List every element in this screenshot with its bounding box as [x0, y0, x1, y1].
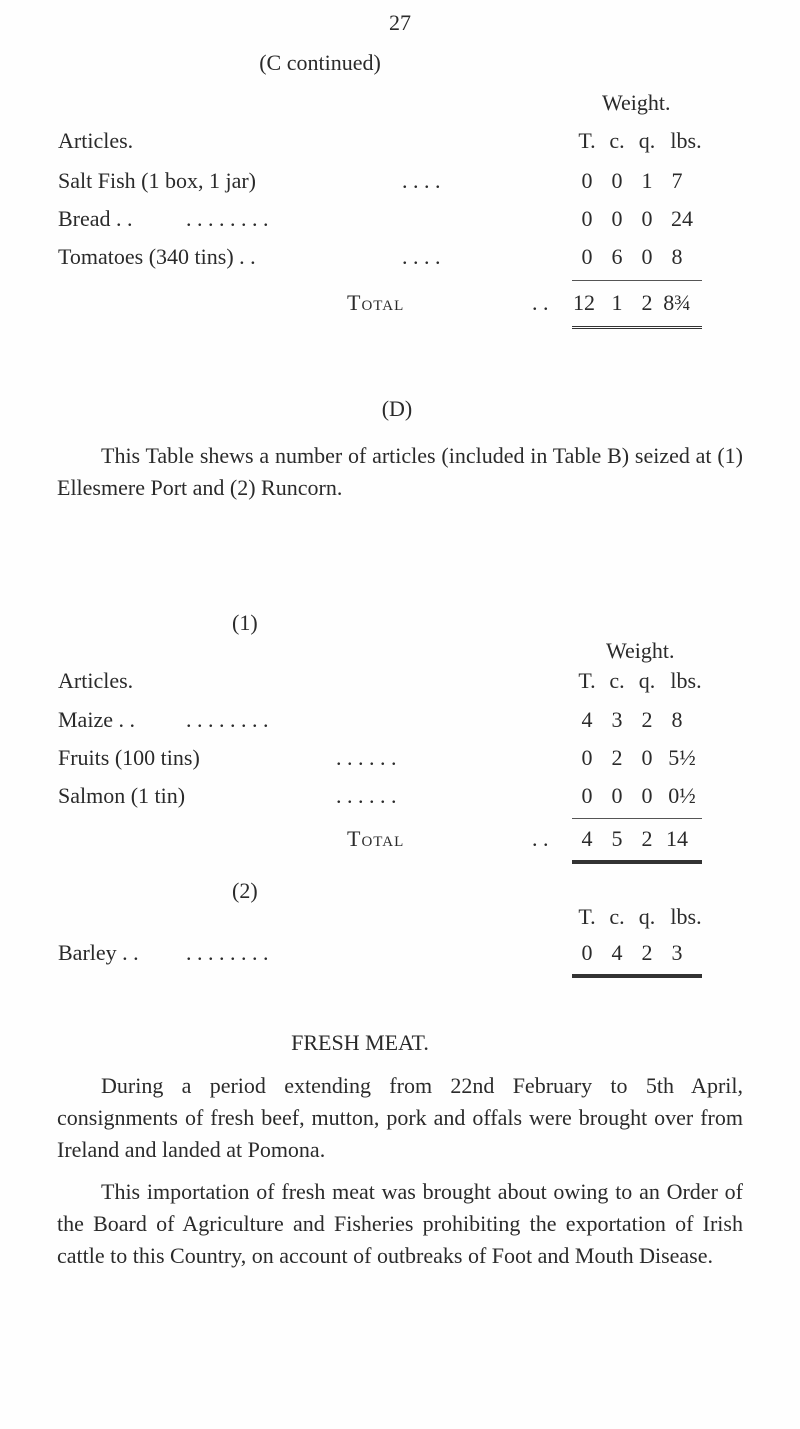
- table-d1-cell: 3: [611, 707, 623, 732]
- table-c-row-label: Salt Fish (1 box, 1 jar): [58, 168, 256, 193]
- table-c-total-cell: 1: [611, 290, 623, 315]
- table-d1-total-rule: [572, 818, 702, 819]
- table-d1-heading: (1): [232, 610, 258, 635]
- fresh-meat-paragraph-1: During a period extending from 22nd February to 5th April, consignments of fresh beef, mutton, pork and offals were brought over from Ireland and landed at Pomona.: [57, 1073, 743, 1162]
- table-d1-cell: 2: [641, 707, 653, 732]
- table-d1-cell: 0: [581, 783, 593, 808]
- table-c-cell: 8: [671, 244, 683, 269]
- table-c-total-label: Total: [347, 290, 405, 315]
- table-c-cell: 0: [611, 168, 623, 193]
- table-d2-unit-q: q.: [638, 904, 656, 929]
- table-c-cell: 6: [611, 244, 623, 269]
- table-c-total-cell: 8¾: [663, 290, 691, 315]
- table-d1-unit-t: T.: [578, 668, 596, 693]
- table-c-unit-q: q.: [638, 128, 656, 153]
- table-d2-cell: 2: [641, 940, 653, 965]
- table-c-cell: 0: [581, 168, 593, 193]
- table-d1-cell: 4: [581, 707, 593, 732]
- table-d1-unit-q: q.: [638, 668, 656, 693]
- fresh-meat-heading: FRESH MEAT.: [291, 1030, 429, 1055]
- table-c-cell: 0: [641, 244, 653, 269]
- table-c-articles-label: Articles.: [58, 128, 134, 153]
- table-d1-cell: 0: [641, 745, 653, 770]
- table-c-cell: 1: [641, 168, 653, 193]
- table-d2-cell: 3: [671, 940, 683, 965]
- table-d1-cell: 0: [611, 783, 623, 808]
- table-d1-unit-lbs: lbs.: [670, 668, 702, 693]
- table-d1-total-leaders: . .: [532, 826, 549, 851]
- table-c-heading: (C continued): [259, 50, 381, 75]
- table-d1-row-leaders: . . . . . .: [336, 745, 397, 770]
- table-c-total-cell: 12: [573, 290, 595, 315]
- table-d1-total-label: Total: [347, 826, 405, 851]
- table-d1-cell: 5½: [668, 745, 696, 770]
- table-d1-cell: 0: [641, 783, 653, 808]
- table-d2-row-label: Barley . .: [58, 940, 139, 965]
- table-d2-heading: (2): [232, 878, 258, 903]
- table-d1-cell: 0: [581, 745, 593, 770]
- table-c-unit-lbs: lbs.: [670, 128, 702, 153]
- table-c-cell: 7: [671, 168, 683, 193]
- page-number: 27: [389, 10, 411, 35]
- table-c-unit-t: T.: [578, 128, 596, 153]
- table-c-cell: 24: [671, 206, 693, 231]
- table-d1-row-leaders: . . . . . .: [336, 783, 397, 808]
- table-d1-row-label: Maize . .: [58, 707, 135, 732]
- table-d2-cell: 0: [581, 940, 593, 965]
- table-d1-total-cell: 14: [666, 826, 688, 851]
- table-c-weight-label: Weight.: [602, 90, 671, 115]
- table-d-intro: This Table shews a number of articles (included in Table B) seized at (1) Ellesmere Port and (2) Runcorn.: [57, 443, 743, 500]
- table-d1-row-label: Salmon (1 tin): [58, 783, 186, 808]
- table-c-cell: 0: [581, 206, 593, 231]
- table-d1-cell: 2: [611, 745, 623, 770]
- table-c-row-label: Bread . .: [58, 206, 133, 231]
- table-c-cell: 0: [611, 206, 623, 231]
- table-d2-cell: 4: [611, 940, 623, 965]
- table-d1-total-cell: 4: [581, 826, 593, 851]
- table-d1-unit-c: c.: [609, 668, 625, 693]
- table-c-total-leaders: . .: [532, 290, 549, 315]
- table-d1-cell: 8: [671, 707, 683, 732]
- table-c-row-leaders: . . . .: [402, 244, 441, 269]
- table-c-row-leaders: . . . . . . . .: [186, 206, 269, 231]
- table-d2-double-rule: [572, 974, 702, 978]
- table-c-row-label: Tomatoes (340 tins) . .: [58, 244, 256, 269]
- table-d1-cell: 0½: [668, 783, 696, 808]
- table-d2-unit-c: c.: [609, 904, 625, 929]
- table-d1-row-leaders: . . . . . . . .: [186, 707, 269, 732]
- table-d2-row-leaders: . . . . . . . .: [186, 940, 269, 965]
- table-d1-total-cell: 5: [611, 826, 623, 851]
- table-d-heading: (D): [381, 396, 413, 421]
- table-c-unit-c: c.: [609, 128, 625, 153]
- table-d2-unit-t: T.: [578, 904, 596, 929]
- table-c-cell: 0: [581, 244, 593, 269]
- table-c-total-rule: [572, 280, 702, 281]
- table-d1-total-cell: 2: [641, 826, 653, 851]
- table-d1-double-rule: [572, 860, 702, 864]
- table-c-row-leaders: . . . .: [402, 168, 441, 193]
- table-c-cell: 0: [641, 206, 653, 231]
- fresh-meat-paragraph-2: This importation of fresh meat was brought about owing to an Order of the Board of Agriculture and Fisheries prohibiting the exportation of Irish cattle to this Country, on account of outbreaks of Foot and Mouth Disease.: [57, 1179, 743, 1268]
- table-d1-weight-label: Weight.: [606, 638, 675, 663]
- table-c-double-rule: [572, 326, 702, 329]
- table-d2-unit-lbs: lbs.: [670, 904, 702, 929]
- table-d1-row-label: Fruits (100 tins): [58, 745, 200, 770]
- table-c-total-cell: 2: [641, 290, 653, 315]
- table-d1-articles-label: Articles.: [58, 668, 134, 693]
